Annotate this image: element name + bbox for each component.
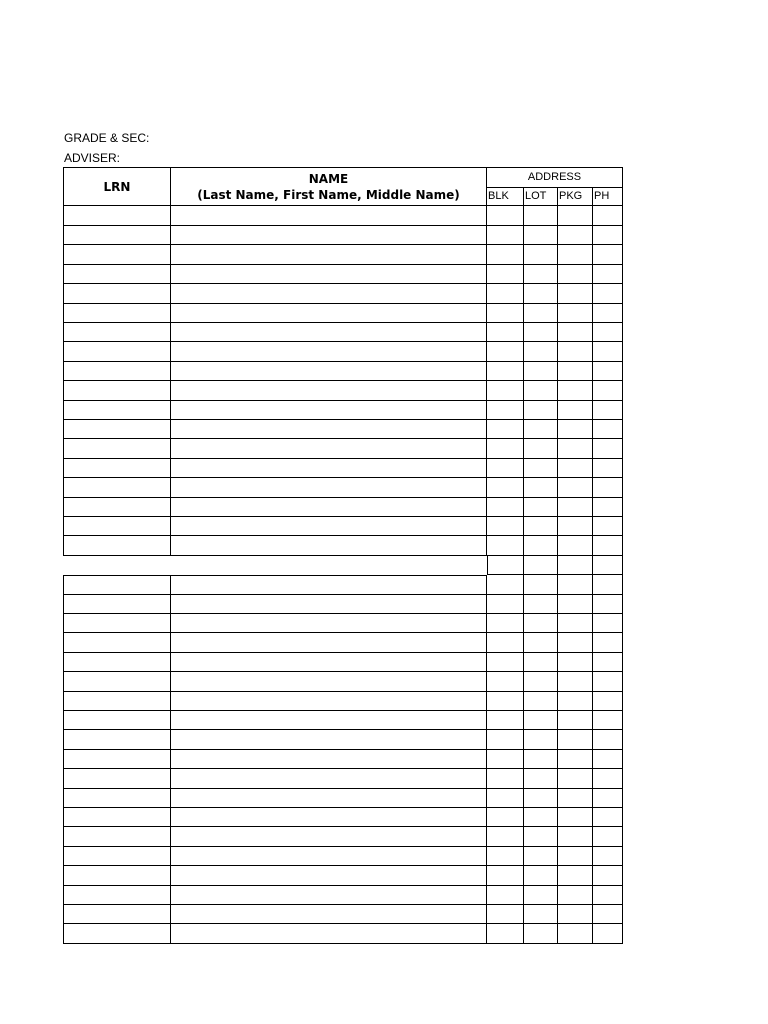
lrn-cell[interactable]	[63, 769, 171, 789]
ph-cell[interactable]	[593, 672, 623, 692]
name-cell[interactable]	[171, 381, 487, 401]
ph-cell[interactable]	[593, 439, 623, 459]
lrn-cell[interactable]	[63, 516, 171, 536]
table-row	[63, 672, 623, 692]
blk-cell[interactable]	[487, 866, 524, 886]
lot-cell[interactable]	[524, 303, 558, 323]
table-row	[63, 516, 623, 536]
pkg-cell[interactable]	[558, 672, 593, 692]
name-cell[interactable]	[171, 710, 487, 730]
ph-cell[interactable]	[593, 245, 623, 265]
pkg-cell[interactable]	[558, 827, 593, 847]
blk-cell[interactable]	[487, 381, 524, 401]
lot-cell[interactable]	[524, 885, 558, 905]
ph-cell[interactable]	[593, 342, 623, 362]
lrn-cell[interactable]	[63, 807, 171, 827]
blk-cell[interactable]	[487, 594, 524, 614]
table-row	[63, 245, 623, 265]
table-row	[63, 924, 623, 944]
pkg-cell[interactable]	[558, 866, 593, 886]
table-row	[63, 303, 623, 323]
table-row	[63, 788, 623, 808]
lot-cell[interactable]	[524, 788, 558, 808]
pkg-cell[interactable]	[558, 225, 593, 245]
pkg-cell[interactable]	[558, 885, 593, 905]
blk-cell[interactable]	[487, 710, 524, 730]
ph-cell[interactable]	[593, 749, 623, 769]
name-cell[interactable]	[171, 885, 487, 905]
pkg-cell[interactable]	[558, 458, 593, 478]
name-cell[interactable]	[171, 749, 487, 769]
ph-cell[interactable]	[593, 846, 623, 866]
lot-cell[interactable]	[524, 245, 558, 265]
lrn-cell[interactable]	[63, 885, 171, 905]
ph-cell[interactable]	[593, 807, 623, 827]
table-row	[63, 866, 623, 886]
ph-cell[interactable]	[593, 885, 623, 905]
ph-cell[interactable]	[593, 769, 623, 789]
blk-cell[interactable]	[487, 575, 524, 595]
lrn-cell[interactable]	[63, 381, 171, 401]
name-cell[interactable]	[171, 730, 487, 750]
table-row	[63, 730, 623, 750]
blk-cell[interactable]	[487, 206, 524, 226]
lrn-cell[interactable]	[63, 846, 171, 866]
lot-cell[interactable]	[524, 827, 558, 847]
table-row	[63, 342, 623, 362]
ph-cell[interactable]	[593, 613, 623, 633]
name-cell[interactable]	[171, 439, 487, 459]
blk-cell[interactable]	[487, 924, 524, 944]
name-cell[interactable]	[171, 245, 487, 265]
blk-cell[interactable]	[487, 478, 524, 498]
table-row	[63, 361, 623, 381]
ph-cell[interactable]	[593, 730, 623, 750]
table-row	[63, 633, 623, 653]
lot-cell[interactable]	[524, 769, 558, 789]
table-row	[63, 536, 623, 556]
name-header-title: NAME	[308, 171, 349, 186]
lrn-cell[interactable]	[63, 652, 171, 672]
table-row	[63, 264, 623, 284]
lrn-cell[interactable]	[63, 730, 171, 750]
ph-cell[interactable]	[593, 225, 623, 245]
lot-cell[interactable]	[524, 342, 558, 362]
table-row	[63, 613, 623, 633]
ph-cell[interactable]	[593, 381, 623, 401]
name-cell[interactable]	[171, 322, 487, 342]
name-cell[interactable]	[171, 206, 487, 226]
lrn-cell[interactable]	[63, 594, 171, 614]
blk-cell[interactable]	[487, 536, 524, 556]
pkg-cell[interactable]	[558, 439, 593, 459]
name-cell[interactable]	[171, 516, 487, 536]
pkg-cell[interactable]	[558, 769, 593, 789]
pkg-cell[interactable]	[558, 419, 593, 439]
lrn-header-text: LRN	[103, 179, 131, 194]
ph-cell[interactable]	[593, 303, 623, 323]
blk-subheader: BLK	[487, 187, 524, 205]
lrn-cell[interactable]	[63, 478, 171, 498]
grade-section-label: GRADE & SEC:	[64, 131, 150, 145]
lrn-cell[interactable]	[63, 613, 171, 633]
blk-cell[interactable]	[487, 439, 524, 459]
lot-cell[interactable]	[524, 672, 558, 692]
lot-cell[interactable]	[524, 322, 558, 342]
lot-cell[interactable]	[524, 633, 558, 653]
lrn-cell[interactable]	[63, 710, 171, 730]
ph-cell[interactable]	[593, 710, 623, 730]
lrn-cell[interactable]	[63, 672, 171, 692]
ph-cell[interactable]	[593, 652, 623, 672]
ph-cell[interactable]	[593, 400, 623, 420]
lot-cell[interactable]	[524, 846, 558, 866]
blk-cell[interactable]	[487, 245, 524, 265]
lot-cell[interactable]	[524, 536, 558, 556]
lot-cell[interactable]	[524, 749, 558, 769]
pkg-cell[interactable]	[558, 400, 593, 420]
lot-cell[interactable]	[524, 381, 558, 401]
pkg-cell[interactable]	[558, 652, 593, 672]
table-row	[63, 322, 623, 342]
lrn-cell[interactable]	[63, 284, 171, 304]
pkg-cell[interactable]	[558, 555, 593, 575]
pkg-cell[interactable]	[558, 749, 593, 769]
table-row	[63, 749, 623, 769]
table-row	[63, 458, 623, 478]
pkg-cell[interactable]	[558, 381, 593, 401]
name-cell[interactable]	[171, 827, 487, 847]
name-cell[interactable]	[171, 633, 487, 653]
lrn-cell[interactable]	[63, 400, 171, 420]
lrn-cell[interactable]	[63, 458, 171, 478]
blk-cell[interactable]	[487, 516, 524, 536]
ph-cell[interactable]	[593, 284, 623, 304]
pkg-cell[interactable]	[558, 322, 593, 342]
ph-cell[interactable]	[593, 419, 623, 439]
pkg-cell[interactable]	[558, 497, 593, 517]
blk-cell[interactable]	[487, 846, 524, 866]
lot-cell[interactable]	[524, 458, 558, 478]
lot-cell[interactable]	[524, 691, 558, 711]
ph-cell[interactable]	[593, 536, 623, 556]
lrn-cell[interactable]	[63, 555, 171, 575]
lrn-cell[interactable]	[63, 361, 171, 381]
name-cell[interactable]	[171, 458, 487, 478]
table-row	[63, 225, 623, 245]
address-column-header	[486, 167, 623, 206]
table-row	[63, 594, 623, 614]
lrn-cell[interactable]	[63, 225, 171, 245]
name-column-header	[170, 167, 487, 206]
name-cell[interactable]	[171, 866, 487, 886]
ph-cell[interactable]	[593, 633, 623, 653]
name-cell[interactable]	[171, 613, 487, 633]
table-row	[63, 652, 623, 672]
pkg-cell[interactable]	[558, 478, 593, 498]
lot-cell[interactable]	[524, 497, 558, 517]
lot-cell[interactable]	[524, 419, 558, 439]
lrn-cell[interactable]	[63, 245, 171, 265]
lrn-cell[interactable]	[63, 439, 171, 459]
table-gap-row	[63, 555, 623, 575]
lot-cell[interactable]	[524, 594, 558, 614]
lot-cell[interactable]	[524, 478, 558, 498]
ph-cell[interactable]	[593, 691, 623, 711]
blk-cell[interactable]	[487, 555, 524, 575]
lot-cell[interactable]	[524, 730, 558, 750]
name-cell[interactable]	[171, 846, 487, 866]
pkg-cell[interactable]	[558, 206, 593, 226]
name-cell[interactable]	[171, 807, 487, 827]
lot-cell[interactable]	[524, 516, 558, 536]
ph-cell[interactable]	[593, 206, 623, 226]
table-row	[63, 885, 623, 905]
ph-cell[interactable]	[593, 575, 623, 595]
ph-subheader: PH	[594, 190, 610, 202]
pkg-cell[interactable]	[558, 264, 593, 284]
table-row	[63, 769, 623, 789]
table-row	[63, 284, 623, 304]
pkg-cell[interactable]	[558, 575, 593, 595]
table-row	[63, 400, 623, 420]
blk-cell[interactable]	[487, 322, 524, 342]
name-cell[interactable]	[171, 769, 487, 789]
adviser-label: ADVISER:	[64, 151, 121, 165]
name-cell[interactable]	[171, 924, 487, 944]
pkg-cell[interactable]	[558, 846, 593, 866]
pkg-cell[interactable]	[558, 691, 593, 711]
name-cell[interactable]	[171, 594, 487, 614]
lrn-cell[interactable]	[63, 206, 171, 226]
lrn-cell[interactable]	[63, 342, 171, 362]
lrn-cell[interactable]	[63, 419, 171, 439]
lot-cell[interactable]	[524, 613, 558, 633]
table-row	[63, 846, 623, 866]
name-cell[interactable]	[171, 284, 487, 304]
name-cell[interactable]	[171, 575, 487, 595]
table-row	[63, 206, 623, 226]
table-row	[63, 710, 623, 730]
lrn-cell[interactable]	[63, 827, 171, 847]
pkg-cell[interactable]	[558, 284, 593, 304]
blk-cell[interactable]	[487, 303, 524, 323]
lrn-cell[interactable]	[63, 691, 171, 711]
blk-cell[interactable]	[487, 419, 524, 439]
ph-cell[interactable]	[593, 322, 623, 342]
ph-cell[interactable]	[593, 361, 623, 381]
ph-cell[interactable]	[593, 924, 623, 944]
pkg-cell[interactable]	[558, 594, 593, 614]
lot-cell[interactable]	[524, 924, 558, 944]
blk-cell[interactable]	[487, 264, 524, 284]
ph-cell[interactable]	[593, 866, 623, 886]
name-cell[interactable]	[171, 536, 487, 556]
pkg-cell[interactable]	[558, 730, 593, 750]
lrn-cell[interactable]	[63, 322, 171, 342]
lrn-cell[interactable]	[63, 749, 171, 769]
ph-cell[interactable]	[593, 827, 623, 847]
ph-cell[interactable]	[593, 497, 623, 517]
lot-cell[interactable]	[524, 400, 558, 420]
name-cell[interactable]	[171, 264, 487, 284]
blk-cell[interactable]	[487, 225, 524, 245]
ph-cell[interactable]	[593, 594, 623, 614]
blk-cell[interactable]	[487, 652, 524, 672]
lot-cell[interactable]	[524, 361, 558, 381]
lot-cell[interactable]	[524, 284, 558, 304]
blk-cell[interactable]	[487, 613, 524, 633]
pkg-cell[interactable]	[558, 536, 593, 556]
ph-cell[interactable]	[593, 478, 623, 498]
pkg-cell[interactable]	[558, 245, 593, 265]
table-row	[63, 904, 623, 924]
pkg-cell[interactable]	[558, 516, 593, 536]
blk-cell[interactable]	[487, 769, 524, 789]
lot-cell[interactable]	[524, 710, 558, 730]
blk-cell[interactable]	[487, 885, 524, 905]
name-cell[interactable]	[171, 691, 487, 711]
lrn-cell[interactable]	[63, 924, 171, 944]
name-cell[interactable]	[171, 342, 487, 362]
blk-cell[interactable]	[487, 458, 524, 478]
lot-cell[interactable]	[524, 206, 558, 226]
lrn-cell[interactable]	[63, 904, 171, 924]
name-cell[interactable]	[171, 652, 487, 672]
pkg-cell[interactable]	[558, 303, 593, 323]
lrn-cell[interactable]	[63, 788, 171, 808]
pkg-cell[interactable]	[558, 904, 593, 924]
pkg-cell[interactable]	[558, 633, 593, 653]
table-row	[63, 419, 623, 439]
lot-cell[interactable]	[524, 555, 558, 575]
name-cell[interactable]	[171, 555, 487, 575]
lrn-cell[interactable]	[63, 575, 171, 595]
ph-cell[interactable]	[593, 904, 623, 924]
lot-cell[interactable]	[524, 225, 558, 245]
pkg-cell[interactable]	[558, 613, 593, 633]
lrn-cell[interactable]	[63, 497, 171, 517]
name-cell[interactable]	[171, 419, 487, 439]
lot-cell[interactable]	[524, 904, 558, 924]
name-cell[interactable]	[171, 788, 487, 808]
blk-cell[interactable]	[487, 633, 524, 653]
blk-cell[interactable]	[487, 342, 524, 362]
table-row	[63, 478, 623, 498]
lot-cell[interactable]	[524, 439, 558, 459]
pkg-cell[interactable]	[558, 710, 593, 730]
lrn-cell[interactable]	[63, 633, 171, 653]
lot-cell[interactable]	[524, 575, 558, 595]
lot-cell[interactable]	[524, 866, 558, 886]
table-row	[63, 691, 623, 711]
name-cell[interactable]	[171, 400, 487, 420]
blk-cell[interactable]	[487, 400, 524, 420]
blk-cell[interactable]	[487, 807, 524, 827]
table-row	[63, 575, 623, 595]
lot-cell[interactable]	[524, 807, 558, 827]
pkg-cell[interactable]	[558, 361, 593, 381]
lrn-cell[interactable]	[63, 264, 171, 284]
blk-cell[interactable]	[487, 497, 524, 517]
blk-cell[interactable]	[487, 284, 524, 304]
blk-cell[interactable]	[487, 361, 524, 381]
blk-cell[interactable]	[487, 691, 524, 711]
pkg-cell[interactable]	[558, 342, 593, 362]
pkg-subheader: PKG	[558, 187, 593, 205]
name-cell[interactable]	[171, 225, 487, 245]
address-header-title: ADDRESS	[487, 168, 622, 188]
lrn-cell[interactable]	[63, 303, 171, 323]
pkg-cell[interactable]	[558, 807, 593, 827]
lot-cell[interactable]	[524, 652, 558, 672]
lot-subheader: LOT	[524, 187, 558, 205]
ph-cell[interactable]	[593, 555, 623, 575]
blk-cell[interactable]	[487, 749, 524, 769]
blk-cell[interactable]	[487, 730, 524, 750]
table-row	[63, 497, 623, 517]
table-row	[63, 439, 623, 459]
table-row	[63, 807, 623, 827]
ph-cell[interactable]	[593, 264, 623, 284]
name-cell[interactable]	[171, 478, 487, 498]
blk-cell[interactable]	[487, 904, 524, 924]
name-cell[interactable]	[171, 672, 487, 692]
ph-cell[interactable]	[593, 458, 623, 478]
lrn-cell[interactable]	[63, 536, 171, 556]
blk-cell[interactable]	[487, 827, 524, 847]
lrn-cell[interactable]	[63, 866, 171, 886]
blk-cell[interactable]	[487, 788, 524, 808]
name-cell[interactable]	[171, 303, 487, 323]
name-cell[interactable]	[171, 497, 487, 517]
pkg-cell[interactable]	[558, 788, 593, 808]
lot-cell[interactable]	[524, 264, 558, 284]
pkg-cell[interactable]	[558, 924, 593, 944]
name-header-subtitle: (Last Name, First Name, Middle Name)	[197, 187, 460, 202]
lrn-column-header	[63, 167, 171, 206]
ph-cell[interactable]	[593, 788, 623, 808]
table-row	[63, 827, 623, 847]
ph-cell[interactable]	[593, 516, 623, 536]
name-cell[interactable]	[171, 361, 487, 381]
blk-cell[interactable]	[487, 672, 524, 692]
table-row	[63, 381, 623, 401]
name-cell[interactable]	[171, 904, 487, 924]
